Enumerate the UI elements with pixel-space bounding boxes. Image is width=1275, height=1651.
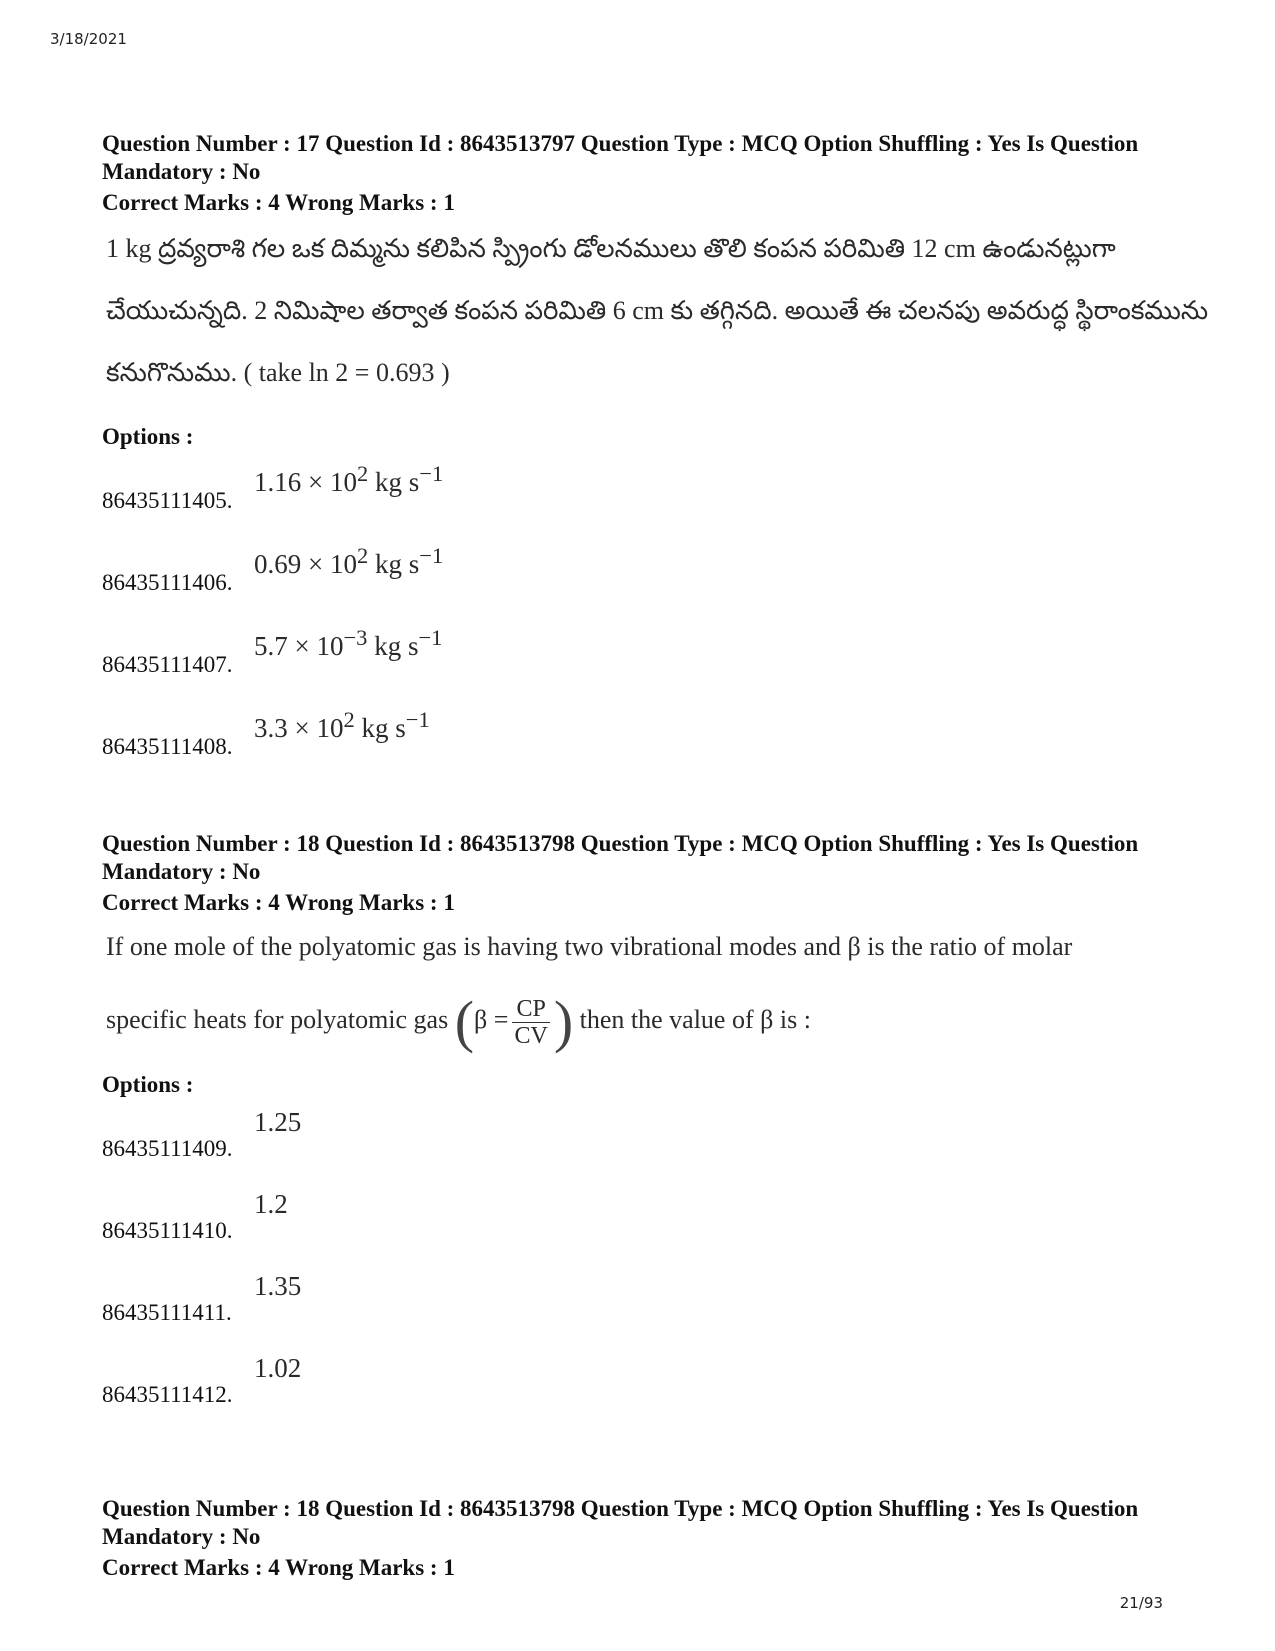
option-id: 86435111405. [102,488,233,513]
option-value: 1.2 [254,1189,288,1219]
option-value: 1.35 [254,1271,302,1301]
option-row[interactable] [102,697,1182,779]
option-id: 86435111407. [102,652,233,677]
fraction-numerator: CP [512,996,549,1023]
option-value: 1.25 [254,1107,302,1137]
question-header: Question Number : 18 Question Id : 8643513798 Question Type : MCQ Option Shuffling : Yes Is Question Mandatory : No [102,1496,1139,1549]
question-text: then the value of β is : [579,1005,811,1034]
option-id: 86435111412. [102,1382,233,1407]
option-value: $0.69 \times 10^2$ kg $s^{-1}$ [254,543,444,579]
options-label: Options : [102,424,194,449]
question-text-line: చేయుచున్నది. 2 నిమిషాల తర్వాత కంపన పరిమితి 6 cm కు తగ్గినది. అయితే ఈ చలనపు అవరుద్ధ స్థిరాంకమును [106,296,1209,325]
question-text-line [106,977,1182,1063]
question-text-line: 1 kg ద్రవ్యరాశి గల ఒక దిమ్మను కలిపిన స్ప్రింగు డోలనములు తొలి కంపన పరిమితి 12 cm ఉండునట్లుగా [106,234,1116,263]
option-value: 1.02 [254,1353,302,1383]
cp-cv-fraction [512,996,549,1049]
option-id: 86435111406. [102,570,233,595]
option-row[interactable] [102,533,1182,615]
question-body [102,229,1209,415]
question-text-line: If one mole of the polyatomic gas is having two vibrational modes and β is the ratio of molar [106,932,1073,961]
right-paren: ) [553,989,574,1055]
question-marks: Correct Marks : 4 Wrong Marks : 1 [102,190,455,215]
page-number: 21/93 [1119,1594,1163,1612]
print-date: 3/18/2021 [50,30,127,48]
option-row[interactable] [102,615,1182,697]
question-header: Question Number : 17 Question Id : 8643513797 Question Type : MCQ Option Shuffling : Yes Is Question Mandatory : No [102,131,1139,184]
question-18-repeat [102,1495,1182,1582]
question-header: Question Number : 18 Question Id : 8643513798 Question Type : MCQ Option Shuffling : Yes Is Question Mandatory : No [102,831,1139,884]
question-text-line: కనుగొనుము. ( take ln 2 = 0.693 ) [106,358,450,387]
option-id: 86435111411. [102,1300,232,1325]
question-text: specific heats for polyatomic gas [106,1005,449,1034]
option-row[interactable] [102,1263,1182,1345]
options-label: Options : [102,1072,194,1097]
option-value: $5.7 \times 10^{-3}$ kg $s^{-1}$ [254,625,443,661]
question-marks: Correct Marks : 4 Wrong Marks : 1 [102,1555,455,1580]
option-id: 86435111408. [102,734,233,759]
option-row[interactable] [102,1345,1182,1427]
question-body [102,927,1182,1063]
question-17 [102,130,1209,779]
fraction-denominator: CV [514,1022,548,1049]
left-paren: ( [454,989,475,1055]
option-value: $1.16 \times 10^2$ kg $s^{-1}$ [254,461,444,497]
question-marks: Correct Marks : 4 Wrong Marks : 1 [102,890,455,915]
option-row[interactable] [102,1181,1182,1263]
option-id: 86435111409. [102,1136,233,1161]
option-id: 86435111410. [102,1218,233,1243]
option-row[interactable] [102,1099,1182,1181]
option-value: $3.3 \times 10^2$ kg $s^{-1}$ [254,707,430,743]
formula-lhs: β = [474,1005,509,1034]
question-18 [102,830,1182,1427]
option-row[interactable] [102,451,1182,533]
